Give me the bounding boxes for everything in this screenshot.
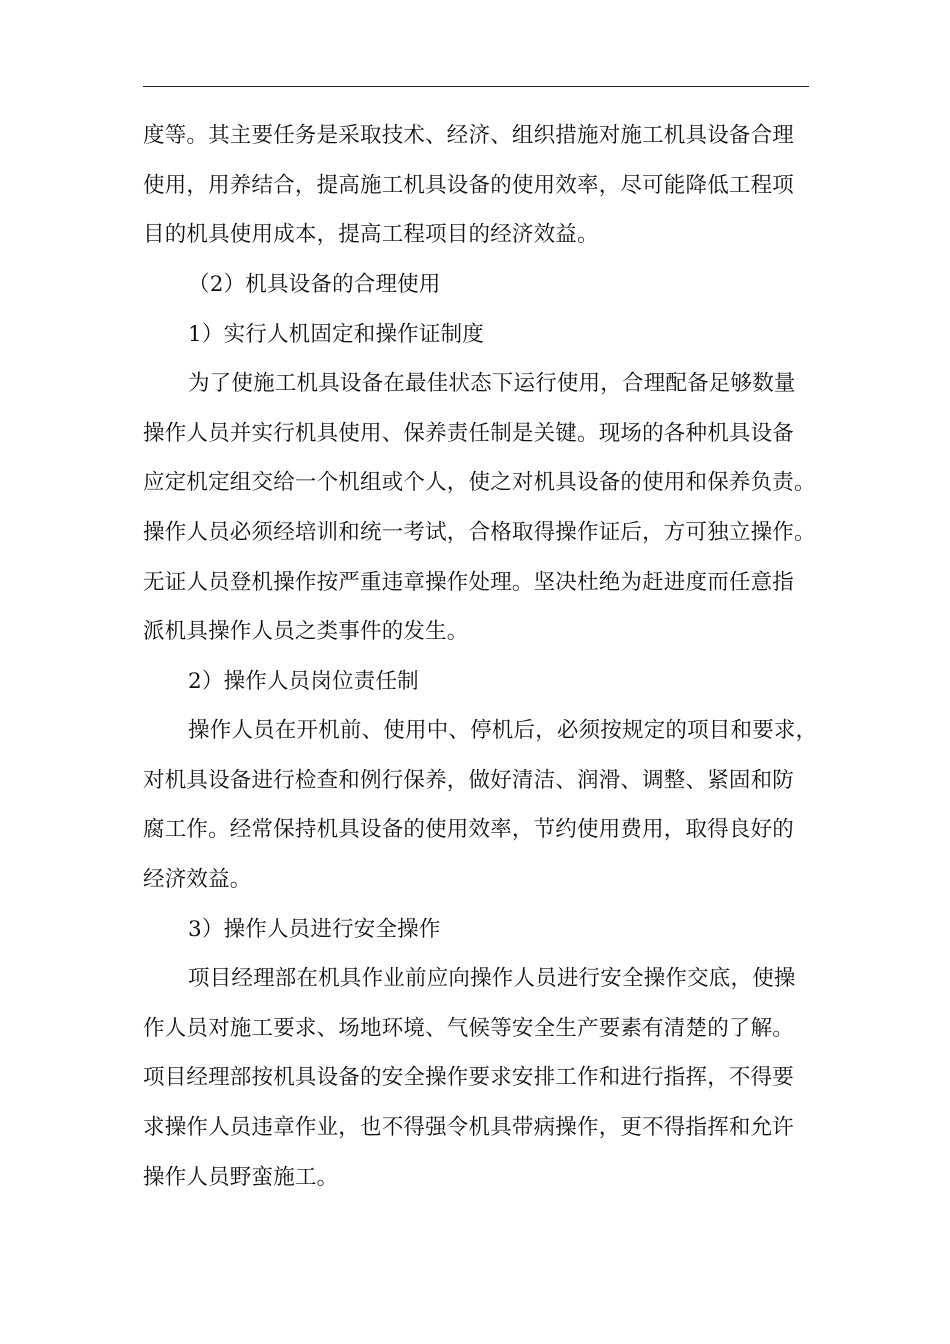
body-text-line: 项目经理部按机具设备的安全操作要求安排工作和进行指挥，不得要 bbox=[143, 1065, 795, 1090]
body-text-line: 无证人员登机操作按严重违章操作处理。坚决杜绝为赶进度而任意指 bbox=[143, 570, 795, 595]
body-text-line: 应定机定组交给一个机组或个人，使之对机具设备的使用和保养负责。 bbox=[143, 470, 816, 495]
body-text-line: 操作人员在开机前、使用中、停机后，必须按规定的项目和要求， bbox=[188, 718, 818, 743]
body-text-line: 操作人员野蛮施工。 bbox=[143, 1165, 339, 1190]
body-text-line: 操作人员必须经培训和统一考试，合格取得操作证后，方可独立操作。 bbox=[143, 520, 816, 545]
body-text-line: 目的机具使用成本，提高工程项目的经济效益。 bbox=[143, 222, 599, 247]
section-heading: （2）机具设备的合理使用 bbox=[188, 272, 441, 297]
body-text-line: 派机具操作人员之类事件的发生。 bbox=[143, 619, 469, 644]
body-text-line: 项目经理部在机具作业前应向操作人员进行安全操作交底，使操 bbox=[188, 966, 796, 991]
body-text-line: 操作人员并实行机具使用、保养责任制是关键。现场的各种机具设备 bbox=[143, 421, 795, 446]
header-rule bbox=[143, 86, 809, 87]
body-text-line: 求操作人员违章作业，也不得强令机具带病操作，更不得指挥和允许 bbox=[143, 1115, 795, 1140]
body-text-line: 为了使施工机具设备在最佳状态下运行使用，合理配备足够数量 bbox=[188, 371, 796, 396]
body-text-line: 度等。其主要任务是采取技术、经济、组织措施对施工机具设备合理 bbox=[143, 123, 795, 148]
body-text-line: 作人员对施工要求、场地环境、气候等安全生产要素有清楚的了解。 bbox=[143, 1016, 795, 1041]
subsection-heading: 3）操作人员进行安全操作 bbox=[188, 917, 441, 942]
body-text-line: 使用，用养结合，提高施工机具设备的使用效率，尽可能降低工程项 bbox=[143, 173, 795, 198]
subsection-heading: 2）操作人员岗位责任制 bbox=[188, 669, 419, 694]
body-text-line: 腐工作。经常保持机具设备的使用效率，节约使用费用，取得良好的 bbox=[143, 817, 795, 842]
subsection-heading: 1）实行人机固定和操作证制度 bbox=[188, 322, 484, 347]
body-text-line: 经济效益。 bbox=[143, 867, 252, 892]
body-text-line: 对机具设备进行检查和例行保养，做好清洁、润滑、调整、紧固和防 bbox=[143, 768, 795, 793]
